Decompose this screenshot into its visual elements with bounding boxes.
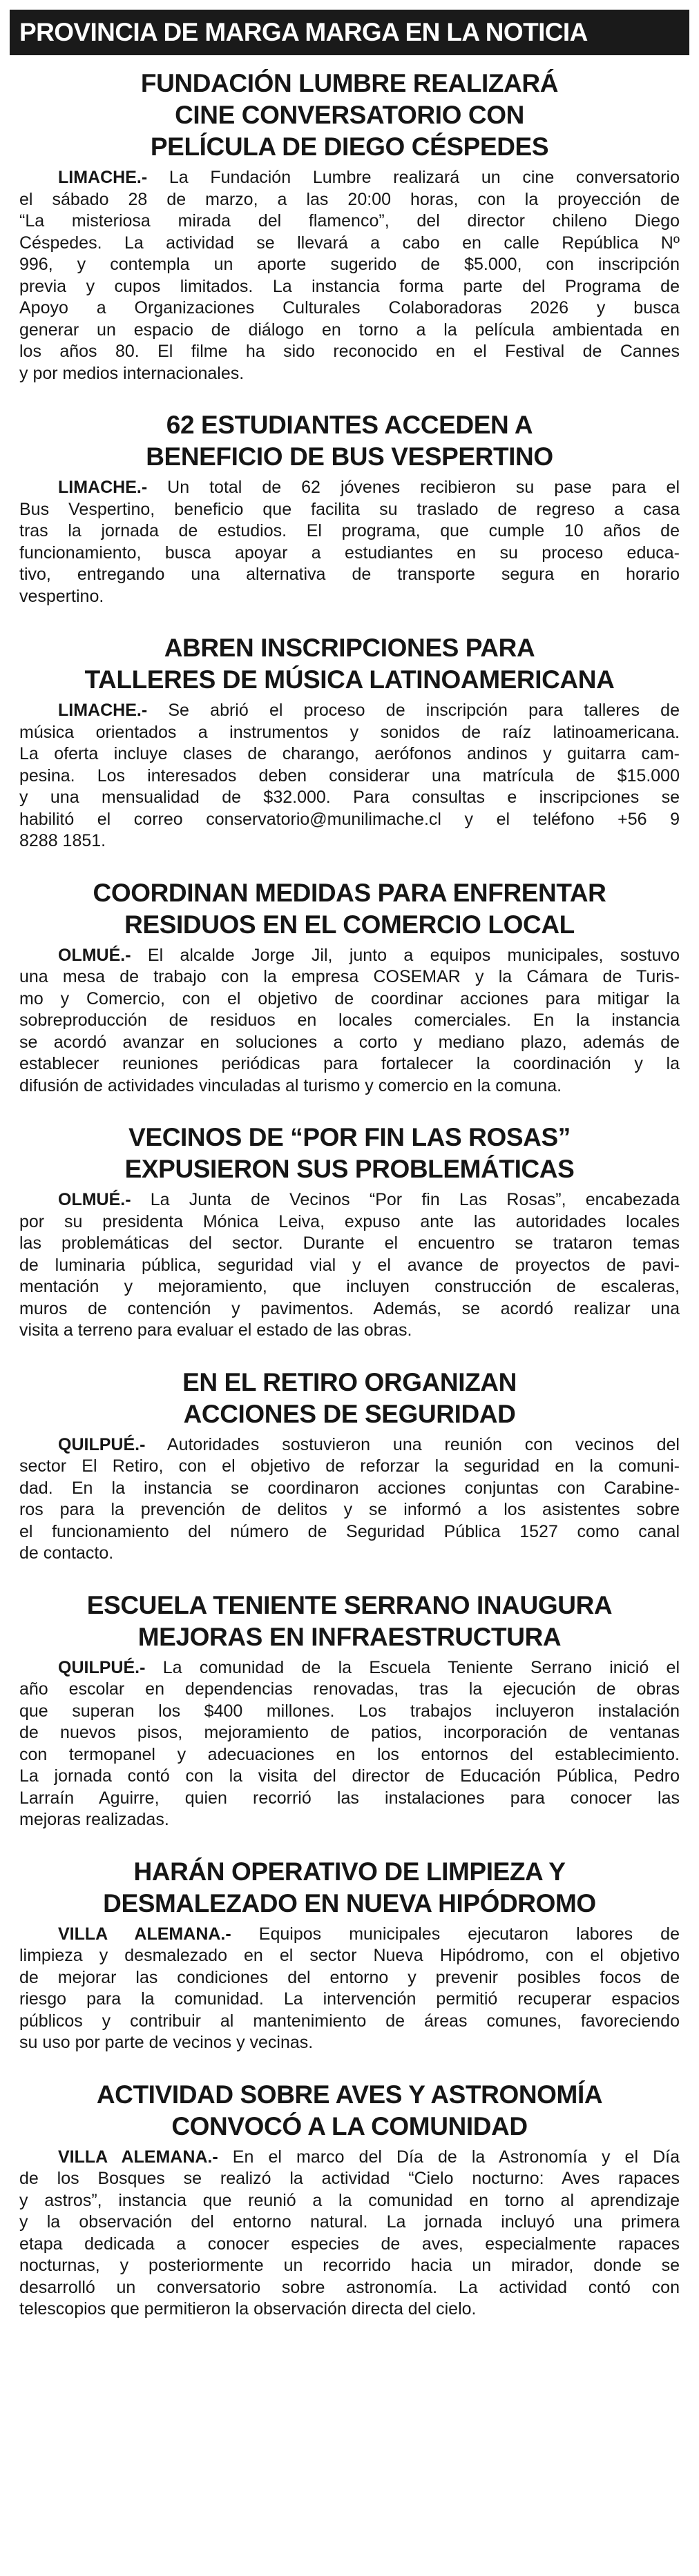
news-article [19,1856,680,2054]
body-line: las problemáticas del sector. Durante el encuentro se trataron temas [19,1233,680,1253]
article-headline [19,68,680,163]
news-article [19,877,680,1097]
headline-line: ACTIVIDAD SOBRE AVES Y ASTRONOMÍA [96,2080,603,2109]
headline-line: DESMALEZADO EN NUEVA HIPÓDROMO [103,1889,596,1918]
body-line [19,2147,680,2169]
article-headline [19,409,680,473]
article-dateline: QUILPUÉ.- [58,1657,146,1677]
article-headline [19,877,680,941]
headline-line: MEJORAS EN INFRAESTRUCTURA [137,1622,562,1651]
body-line [19,945,680,967]
body-line [19,1924,680,1946]
headline-line: ESCUELA TENIENTE SERRANO INAUGURA [86,1590,613,1619]
headline-line: VECINOS DE “POR FIN LAS ROSAS” [128,1123,571,1151]
body-line: riesgo para la comunidad. La intervención permitió recuperar espacios [19,1989,680,2009]
body-line: y la observación del entorno natural. La jornada incluyó una primera [19,2212,680,2232]
body-line: música orientados a instrumentos y sonidos de raíz latinoamericana. [19,722,680,742]
body-line: vespertino. [19,586,104,606]
news-article [19,68,680,384]
article-dateline: VILLA ALEMANA.- [58,2147,218,2167]
body-line: 996, y contempla un aporte sugerido de $5.000, con inscripción [19,255,680,274]
body-line-text: La Fundación Lumbre realizará un cine conversatorio [147,168,680,187]
body-line: de los Bosques se realizó la actividad “Cielo nocturno: Aves rapaces [19,2169,680,2188]
article-headline [19,1590,680,1653]
body-line-text: La Junta de Vecinos “Por fin Las Rosas”, encabezada [131,1190,680,1209]
body-line [19,700,680,722]
article-body [19,700,680,852]
news-article [19,2079,680,2321]
body-line: tivo, entregando una alternativa de transporte segura en horario [19,565,680,584]
body-line: de luminaria pública, seguridad vial y el avance de proyectos de pavi- [19,1255,680,1275]
headline-line: 62 ESTUDIANTES ACCEDEN A [166,411,533,439]
article-dateline: QUILPUÉ.- [58,1434,146,1454]
body-line [19,1434,680,1456]
body-line: Apoyo a Organizaciones Culturales Colaboradoras 2026 y busca [19,298,680,318]
section-header [10,10,689,55]
body-line: públicos y contribuir al mantenimiento de áreas comunes, favoreciendo [19,2011,680,2031]
article-headline [19,1856,680,1920]
body-line: año escolar en dependencias renovadas, tras la ejecución de obras [19,1679,680,1699]
body-line-text: Equipos municipales ejecutaron labores de [231,1924,680,1944]
news-article [19,1367,680,1565]
article-headline [19,632,680,696]
headline-line: HARÁN OPERATIVO DE LIMPIEZA Y [133,1857,566,1886]
body-line: “La misteriosa mirada del flamenco”, del director chileno Diego [19,211,680,231]
body-line: difusión de actividades vinculadas al turismo y comercio en la comuna. [19,1075,562,1095]
article-body [19,1189,680,1342]
article-dateline: OLMUÉ.- [58,945,131,965]
body-line: habilitó el correo conservatorio@munilimache.cl y el teléfono +56 9 [19,809,680,829]
news-article [19,409,680,607]
body-line-text: Autoridades sostuvieron una reunión con vecinos del [145,1434,680,1454]
body-line: dad. En la instancia se coordinaron acciones conjuntas con Carabine- [19,1478,680,1498]
body-line: 8288 1851. [19,831,106,850]
body-line: con termopanel y adecuaciones en los entornos del establecimiento. [19,1744,680,1764]
headline-line: EXPUSIERON SUS PROBLEMÁTICAS [124,1155,575,1183]
body-line: mentación y mejoramiento, que incluyen construcción de escaleras, [19,1277,680,1296]
body-line: Bus Vespertino, beneficio que facilita su traslado de regreso a casa [19,499,680,519]
news-article [19,1590,680,1831]
body-line: mejoras realizadas. [19,1810,169,1829]
headline-line: EN EL RETIRO ORGANIZAN [182,1367,517,1396]
body-line: previa y cupos limitados. La instancia forma parte del Programa de [19,276,680,296]
body-line: generar un espacio de diálogo en torno a la película ambientada en [19,320,680,340]
article-headline [19,2079,680,2143]
body-line: La oferta incluye clases de charango, aerófonos andinos y guitarra cam- [19,744,680,763]
body-line: Larraín Aguirre, quien recorrió las instalaciones para conocer las [19,1788,680,1808]
body-line: sobreproducción de residuos en locales comerciales. En la instancia [19,1011,680,1030]
body-line: y una mensualidad de $32.000. Para consultas e inscripciones se [19,788,680,807]
body-line: el funcionamiento del número de Seguridad Pública 1527 como canal [19,1521,680,1541]
body-line: por su presidenta Mónica Leiva, expuso ante las autoridades locales [19,1211,680,1231]
section-title: PROVINCIA DE MARGA MARGA EN LA NOTICIA [19,18,588,46]
article-headline [19,1367,680,1430]
headline-line: COORDINAN MEDIDAS PARA ENFRENTAR [93,878,606,907]
article-dateline: OLMUÉ.- [58,1190,131,1209]
body-line: telescopios que permitieron la observación directa del cielo. [19,2299,477,2319]
body-line: de contacto. [19,1543,114,1563]
article-dateline: LIMACHE.- [58,701,148,720]
body-line: funcionamiento, busca apoyar a estudiantes en su proceso educa- [19,543,680,563]
headline-line: RESIDUOS EN EL COMERCIO LOCAL [124,910,575,939]
body-line: sector El Retiro, con el objetivo de reforzar la seguridad en la comuni- [19,1456,680,1476]
body-line: ros para la prevención de delitos y se informó a los asistentes sobre [19,1500,680,1519]
article-body [19,1434,680,1565]
body-line: el sábado 28 de marzo, a las 20:00 horas, con la proyección de [19,189,680,209]
headline-line: BENEFICIO DE BUS VESPERTINO [146,442,553,471]
body-line: y por medios internacionales. [19,363,245,383]
body-line-text: En el marco del Día de la Astronomía y el Día [218,2147,680,2167]
body-line: pesina. Los interesados deben considerar una matrícula de $15.000 [19,765,680,786]
body-line: tras la jornada de estudios. El programa, que cumple 10 años de [19,521,680,540]
body-line: nocturnas, y posteriormente un recorrido hacia un mirador, donde se [19,2256,680,2275]
article-body [19,2147,680,2321]
body-line: que superan los $400 millones. Los trabajos incluyeron instalación [19,1701,680,1721]
headline-line: CINE CONVERSATORIO CON [175,101,524,129]
news-article [19,1122,680,1342]
body-line: establecer reuniones periódicas para fortalecer la coordinación y la [19,1054,680,1073]
body-line: y astros”, instancia que reunió a la comunidad en torno al aprendizaje [19,2190,680,2210]
article-body [19,1657,680,1831]
headline-line: CONVOCÓ A LA COMUNIDAD [171,2111,528,2140]
headline-line: ABREN INSCRIPCIONES PARA [164,634,535,662]
body-line-text: El alcalde Jorge Jil, junto a equipos municipales, sostuvo [131,945,680,965]
body-line: mo y Comercio, con el objetivo de coordinar acciones para mitigar la [19,988,680,1008]
body-line: muros de contención y pavimentos. Además, se acordó realizar una [19,1298,680,1318]
body-line: limpieza y desmalezado en el sector Nueva Hipódromo, con el objetivo [19,1946,680,1965]
body-line-text: Se abrió el proceso de inscripción para talleres de [147,701,680,720]
article-headline [19,1122,680,1185]
body-line: de nuevos pisos, mejoramiento de patios, incorporación de ventanas [19,1723,680,1742]
article-body [19,1924,680,2054]
headline-line: TALLERES DE MÚSICA LATINOAMERICANA [84,665,615,694]
body-line: su uso por parte de vecinos y vecinas. [19,2033,314,2052]
body-line: desarrolló un conversatorio sobre astronomía. La actividad contó con [19,2277,680,2297]
body-line: se acordó avanzar en soluciones a corto y mediano plazo, además de [19,1032,680,1052]
article-dateline: LIMACHE.- [58,478,148,497]
body-line [19,1657,680,1679]
headline-line: PELÍCULA DE DIEGO CÉSPEDES [150,133,549,161]
news-article [19,632,680,852]
news-column [19,68,680,2345]
body-line: La jornada contó con la visita del director de Educación Pública, Pedro [19,1766,680,1786]
article-dateline: VILLA ALEMANA.- [58,1924,231,1944]
body-line-text: Un total de 62 jóvenes recibieron su pase para el [147,478,680,497]
headline-line: ACCIONES DE SEGURIDAD [183,1399,516,1428]
article-body [19,477,680,607]
body-line: los años 80. El filme ha sido reconocido en el Festival de Cannes [19,342,680,361]
body-line [19,167,680,189]
article-body [19,167,680,384]
article-dateline: LIMACHE.- [58,168,148,187]
headline-line: FUNDACIÓN LUMBRE REALIZARÁ [140,69,559,97]
body-line: Céspedes. La actividad se llevará a cabo en calle República Nº [19,233,680,253]
body-line [19,1189,680,1211]
body-line: una mesa de trabajo con la empresa COSEMAR y la Cámara de Turis- [19,967,680,986]
article-body [19,945,680,1097]
body-line-text: La comunidad de la Escuela Teniente Serrano inició el [145,1657,680,1677]
body-line: visita a terreno para evaluar el estado de las obras. [19,1320,412,1340]
body-line: de mejorar las condiciones del entorno y prevenir posibles focos de [19,1967,680,1987]
body-line: etapa dedicada a conocer especies de aves, especialmente rapaces [19,2234,680,2254]
body-line [19,477,680,499]
